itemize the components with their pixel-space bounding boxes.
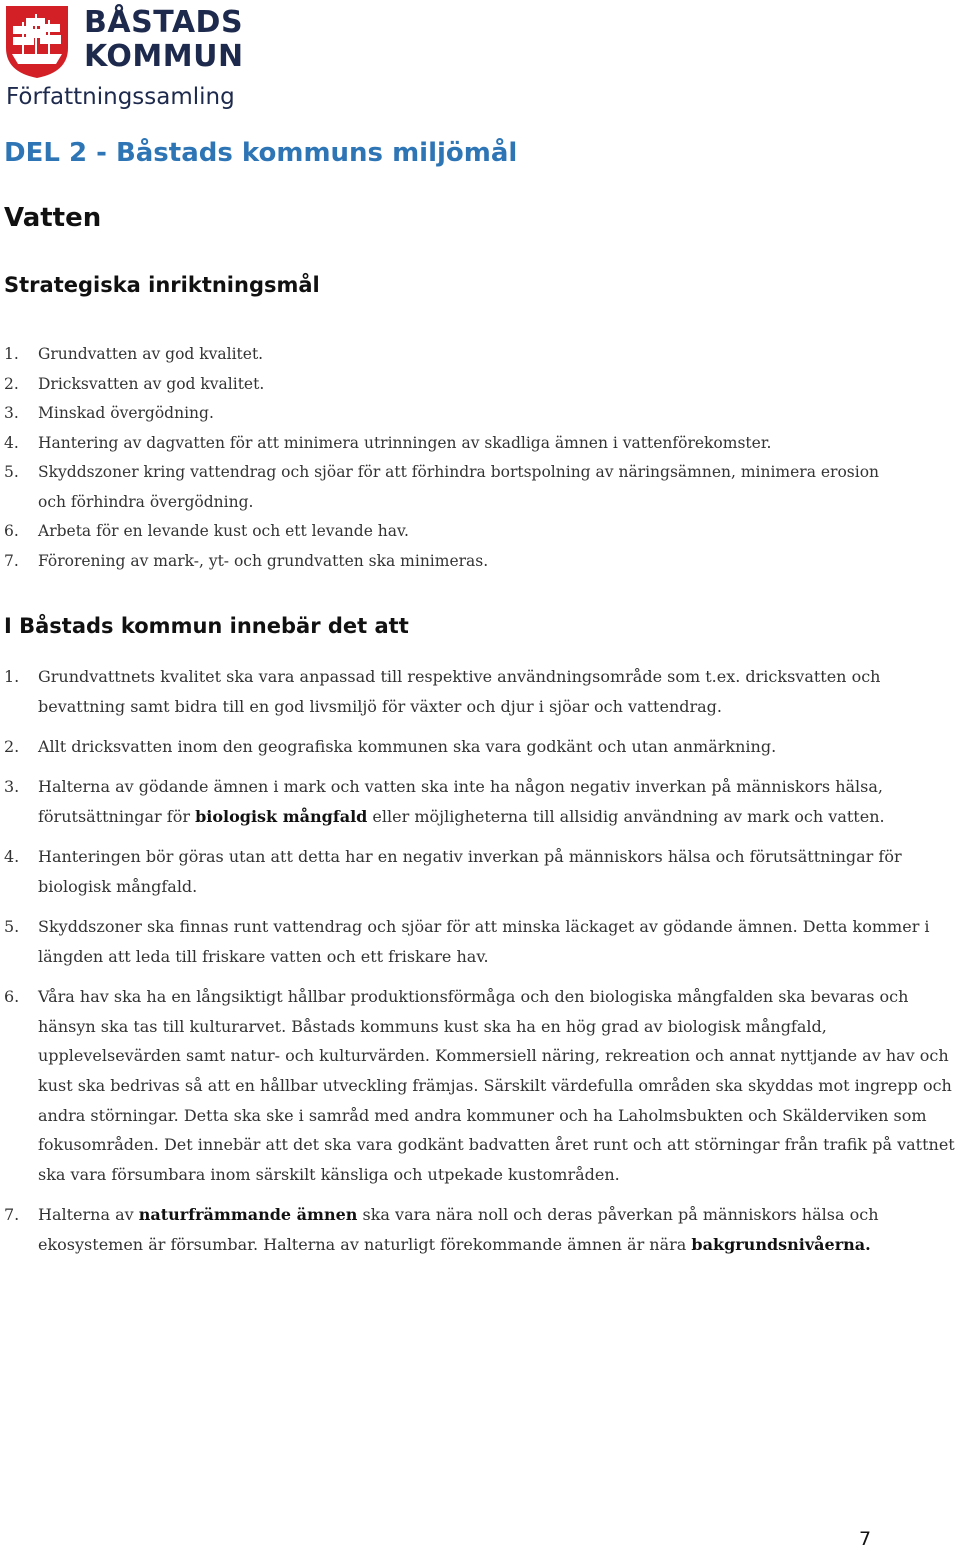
goal-item [4,340,904,370]
item-number: 6. [4,986,20,1006]
goal-number: 5. [4,463,19,481]
item-number: 2. [4,736,20,756]
logo-name [84,6,244,74]
goal-number: 2. [4,374,19,393]
goal-number: 1. [4,345,19,363]
section-title: Vatten [4,203,102,233]
means-item [4,772,959,831]
goals-heading: Strategiska inriktningsmål [4,273,320,297]
goal-text: Förorening av mark-, yt- och grundvatten ska minimeras. [38,551,489,570]
item-text: Allt dricksvatten inom den geografiska kommunen ska vara godkänt och utan anmärkning. [38,736,777,756]
item-text-part: Halterna av gödande ämnen i mark och vatten ska inte ha någon negativ inverkan på människors hälsa, förutsättningar för [38,777,883,826]
item-text: Våra hav ska ha en långsiktigt hållbar produktionsförmåga och den biologiska mångfalden ska bevaras och hänsyn ska tas till kulturarvet. Båstads kommuns kust ska ha en hög grad av biologisk mångfald, upplevelsevärden samt natur- och kulturvärden. Kommersiell näring, rekreation och annat nyttjande av hav och kust ska bedrivas så att en hållbar utveckling främjas. Särskilt värdefulla områden ska skyddas mot ingrepp och andra störningar. Detta ska ske i samråd med andra kommuner och ha Laholmsbukten och Skälderviken som fokusområden. Det innebär att det ska vara godkänt badvatten året runt och att störningar från trafik på vattnet ska vara försumbara inom särskilt känsliga och utpekade kustområden. [38,986,955,1185]
item-text [38,772,959,831]
goal-number: 6. [4,522,19,540]
means-item [4,662,959,721]
logo-subtitle: Författningssamling [6,84,235,110]
goal-text: Grundvatten av god kvalitet. [38,345,264,363]
goal-text: Minskad övergödning. [38,404,214,422]
item-number: 1. [4,667,20,686]
goal-item [4,547,904,577]
goal-number: 3. [4,404,19,422]
goals-list [4,340,904,576]
means-heading: I Båstads kommun innebär det att [4,614,409,638]
item-text-part: Halterna av [38,1205,139,1225]
item-number: 4. [4,847,20,867]
means-item [4,842,959,901]
goal-item [4,517,904,547]
means-item [4,1200,959,1259]
item-number: 3. [4,777,20,797]
goal-text: Skyddszoner kring vattendrag och sjöar för att förhindra bortspolning av näringsämnen, minimera erosion och förhindra övergödning. [38,463,880,511]
goal-item [4,429,904,459]
item-text-part: ska vara nära noll och deras påverkan på människors hälsa och ekosystemen är försumbar. Halterna av naturligt förekommande ämnen är nära [38,1205,879,1254]
item-number: 5. [4,916,20,936]
means-item [4,912,959,971]
item-text [38,1200,959,1259]
item-bold-term: naturfrämmande ämnen [138,1205,358,1225]
goal-text: Dricksvatten av god kvalitet. [38,374,265,393]
goal-number: 7. [4,551,19,570]
means-list [4,662,959,1270]
item-text: Hanteringen bör göras utan att detta har en negativ inverkan på människors hälsa och förutsättningar för biologisk mångfald. [38,847,902,896]
item-text: Grundvattnets kvalitet ska vara anpassad till respektive användningsområde som t.ex. dricksvatten och bevattning samt bidra till en god livsmiljö för växter och djur i sjöar och vattendrag. [38,667,881,716]
item-number: 7. [4,1205,20,1225]
logo-line-1: BÅSTADS [84,5,244,40]
ship-shield-icon [4,4,70,80]
item-text: Skyddszoner ska finnas runt vattendrag och sjöar för att minska läckaget av gödande ämnen. Detta kommer i längden att leda till friskare vatten och ett friskare hav. [38,916,930,966]
page-title: DEL 2 - Båstads kommuns miljömål [4,138,518,168]
logo-line-2: KOMMUN [84,39,244,74]
logo [4,4,274,112]
goal-number: 4. [4,433,19,452]
means-item [4,732,959,762]
goal-text: Arbeta för en levande kust och ett levande hav. [38,522,409,540]
goal-item [4,399,904,429]
page-number: 7 [859,1528,872,1550]
item-bold-term: biologisk mångfald [195,806,368,826]
item-text-part: eller möjligheterna till allsidig användning av mark och vatten. [367,806,885,826]
goal-item [4,458,904,517]
goal-item [4,370,904,400]
item-bold-term: bakgrundsnivåerna. [691,1234,871,1254]
goal-text: Hantering av dagvatten för att minimera utrinningen av skadliga ämnen i vattenförekomster. [38,433,772,452]
means-item [4,982,959,1190]
